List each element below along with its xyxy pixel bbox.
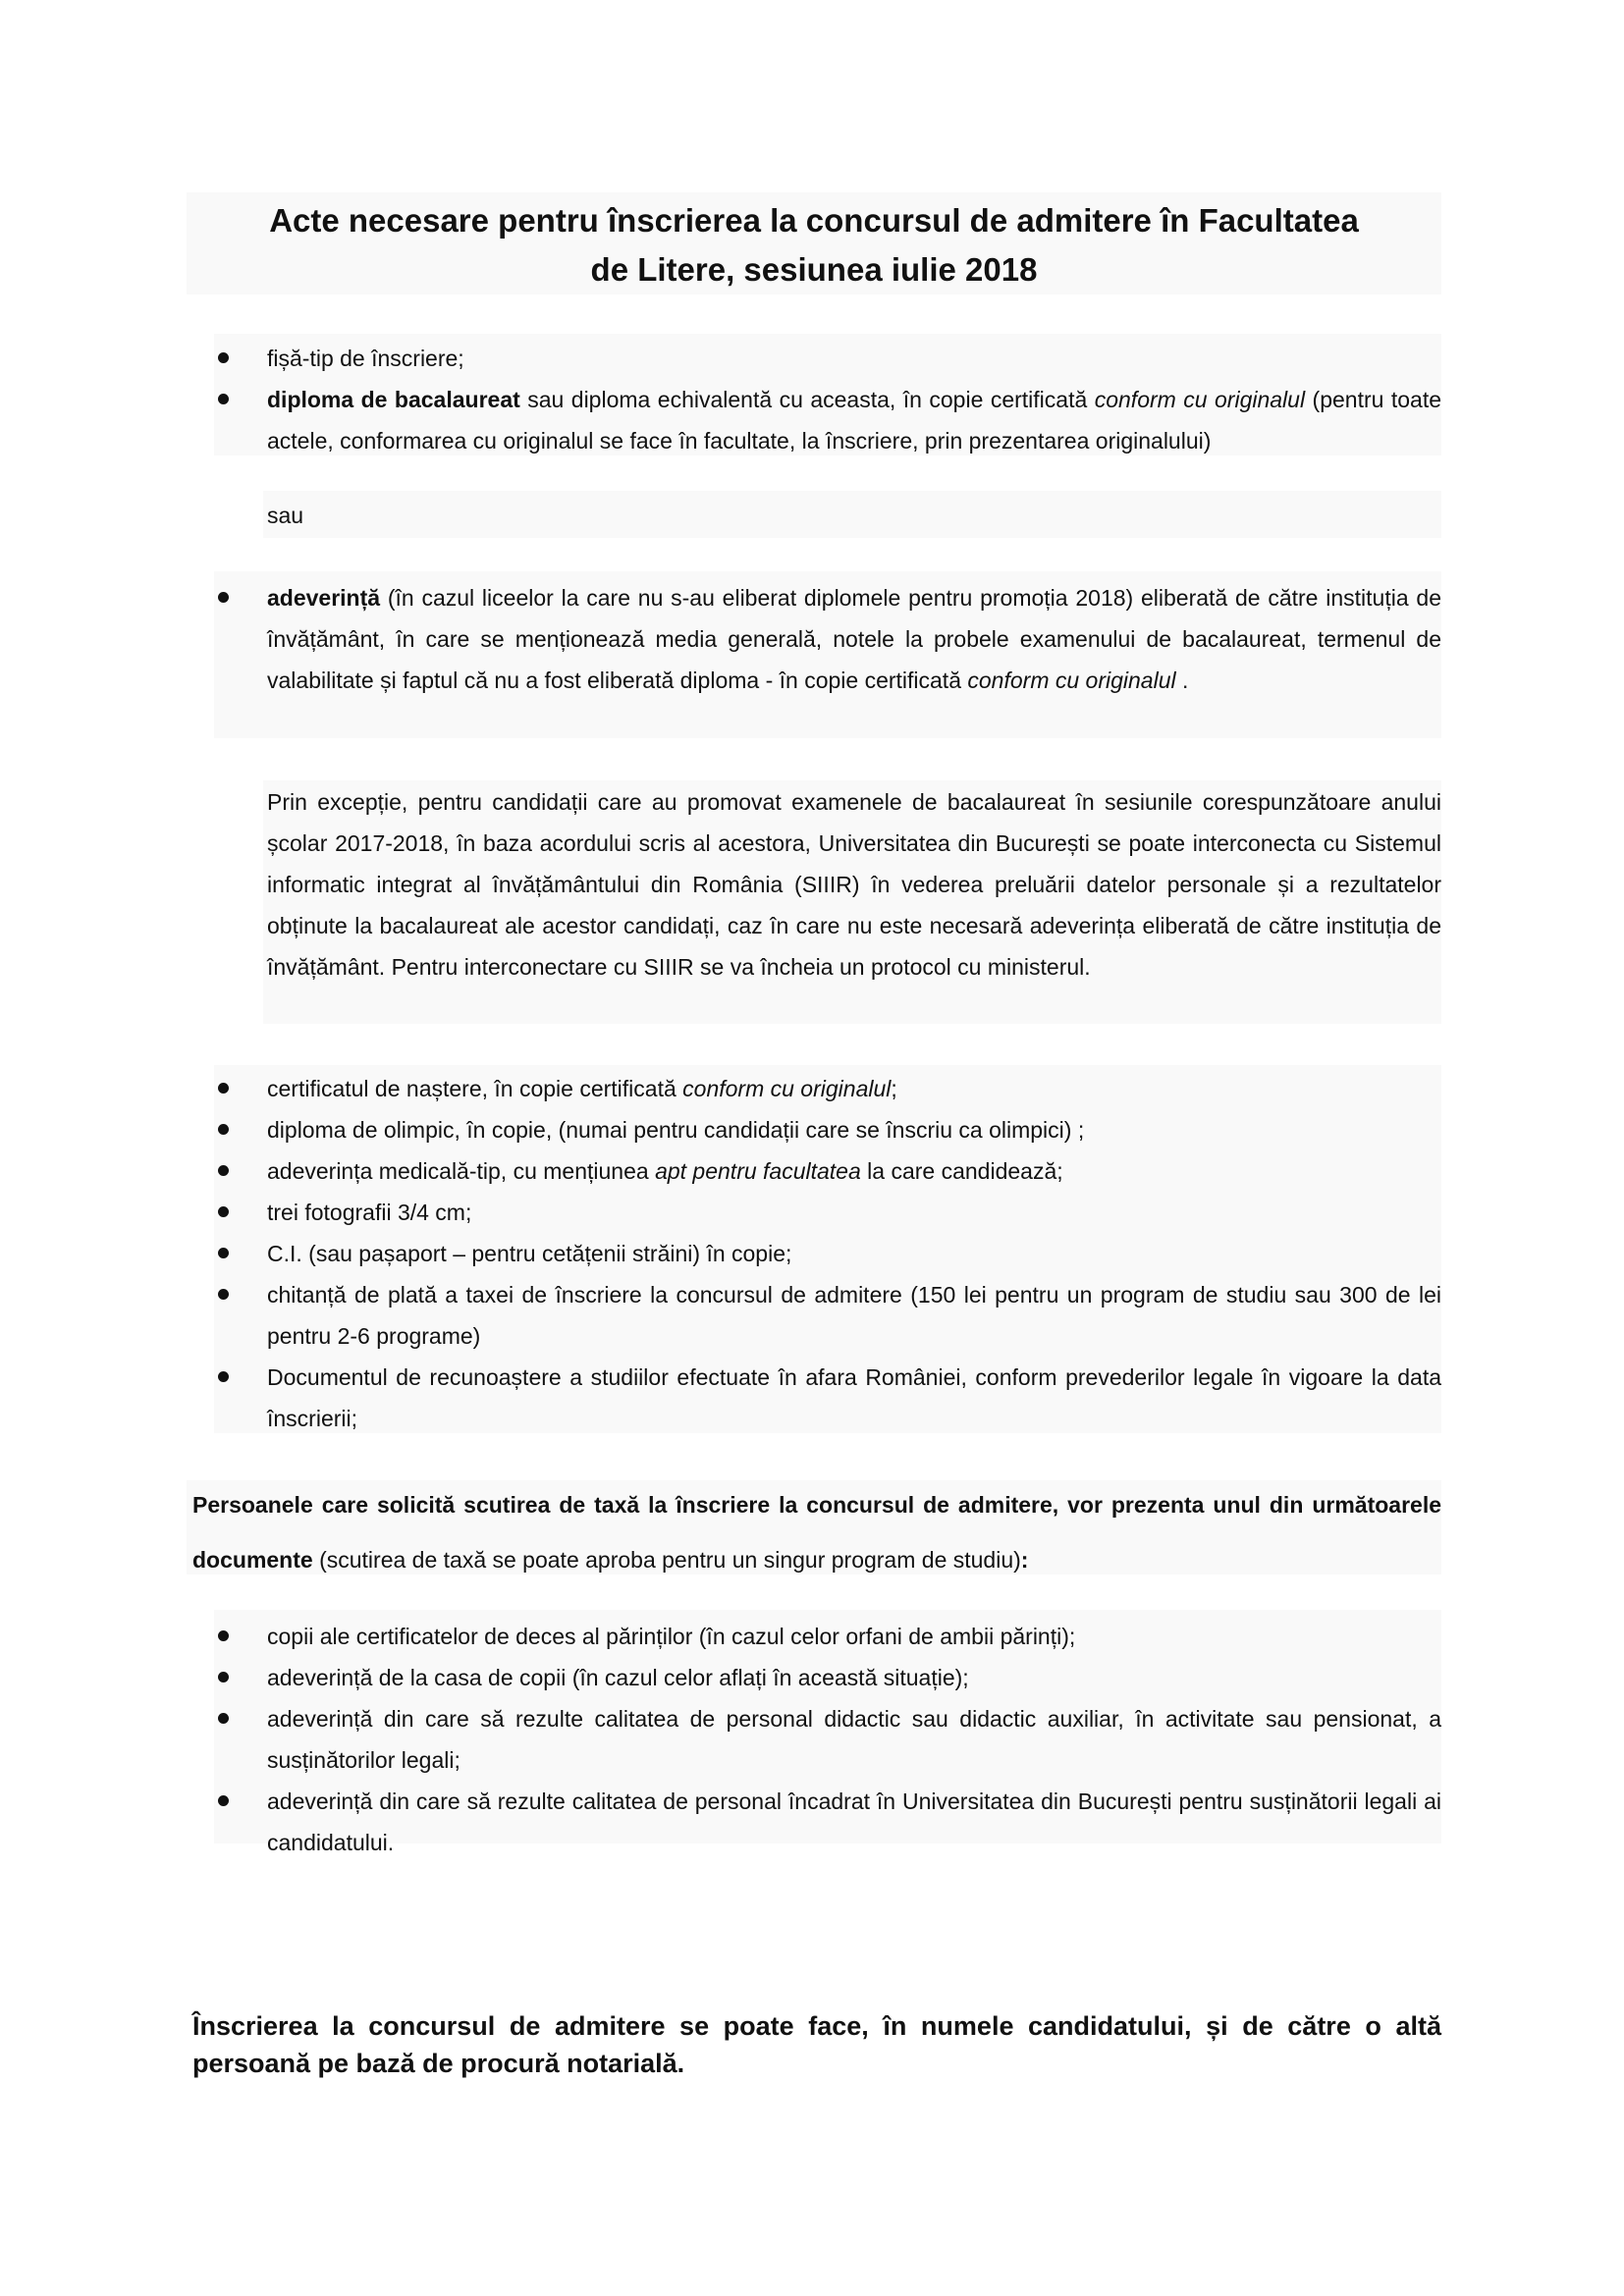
bullet-icon	[218, 1289, 229, 1300]
title-line-1: Acte necesare pentru înscrierea la concursul de admitere în Facultatea	[269, 202, 1359, 239]
title-line-2: de Litere, sesiunea iulie 2018	[590, 251, 1038, 288]
required-documents-list-3	[218, 1068, 1441, 1439]
bullet-icon	[218, 394, 229, 404]
required-documents-list-2	[218, 577, 1441, 701]
list-item: adeverință din care să rezulte calitatea de personal didactic sau didactic auxiliar, în activitate sau pensionat, a susținătorilor legali;	[218, 1698, 1441, 1781]
list-item: fișă-tip de înscriere;	[218, 338, 1441, 379]
bullet-icon	[218, 1124, 229, 1135]
bullet-icon	[218, 352, 229, 363]
list-item: diploma de olimpic, în copie, (numai pentru candidații care se înscriu ca olimpici) ;	[218, 1109, 1441, 1150]
list-item: C.I. (sau pașaport – pentru cetățenii străini) în copie;	[218, 1233, 1441, 1274]
exemption-heading: Persoanele care solicită scutirea de taxă la înscriere la concursul de admitere, vor prezenta unul din următoarele documente (scutirea de taxă se poate aproba pentru un singur program de studiu):	[192, 1492, 1441, 1573]
bullet-icon	[218, 1206, 229, 1217]
exception-paragraph: Prin excepție, pentru candidații care au promovat examenele de bacalaureat în sesiunile corespunzătoare anului școlar 2017-2018, în baza acordului scris al acestora, Universitatea din București se poate interconecta cu Sistemul informatic integrat al învățământului din România (SIIIR) în vederea preluării datelor personale și a rezultatelor obținute la bacalaureat ale acestor candidați, caz în care nu este necesară adeverința eliberată de către instituția de învățământ. Pentru interconectare cu SIIIR se va încheia un protocol cu ministerul.	[267, 789, 1441, 980]
list-item: trei fotografii 3/4 cm;	[218, 1192, 1441, 1233]
list-item: adeverință de la casa de copii (în cazul celor aflați în această situație);	[218, 1657, 1441, 1698]
list-item: adeverință din care să rezulte calitatea de personal încadrat în Universitatea din București pentru susținătorii legali ai candidatului.	[218, 1781, 1441, 1863]
list-item: diploma de bacalaureat sau diploma echivalentă cu aceasta, în copie certificată conform cu originalul (pentru toate actele, conformarea cu originalul se face în facultate, la înscriere, prin prezentarea originalului)	[218, 379, 1441, 461]
bullet-icon	[218, 1672, 229, 1682]
bullet-icon	[218, 1083, 229, 1094]
bullet-icon	[218, 592, 229, 603]
bullet-icon	[218, 1248, 229, 1258]
list-item: certificatul de naștere, în copie certificată conform cu originalul;	[218, 1068, 1441, 1109]
bullet-icon	[218, 1713, 229, 1724]
list-item: adeverință (în cazul liceelor la care nu s-au eliberat diplomele pentru promoția 2018) eliberată de către instituția de învățământ, în care se menționează media generală, notele la probele examenului de bacalaureat, termenul de valabilitate și faptul că nu a fost eliberată diploma - în copie certificată conform cu originalul .	[218, 577, 1441, 701]
required-documents-list-1	[218, 338, 1441, 461]
page-title	[187, 196, 1441, 294]
final-note: Înscrierea la concursul de admitere se poate face, în numele candidatului, și de către o altă persoană pe bază de procură notarială.	[192, 2011, 1441, 2078]
bullet-icon	[218, 1630, 229, 1641]
list-item: adeverința medicală-tip, cu mențiunea apt pentru facultatea la care candidează;	[218, 1150, 1441, 1192]
list-item: chitanță de plată a taxei de înscriere la concursul de admitere (150 lei pentru un program de studiu sau 300 de lei pentru 2-6 programe)	[218, 1274, 1441, 1357]
or-label: sau	[267, 503, 304, 528]
bullet-icon	[218, 1371, 229, 1382]
exemption-documents-list	[218, 1616, 1441, 1863]
list-item: copii ale certificatelor de deces al părinților (în cazul celor orfani de ambii părinți);	[218, 1616, 1441, 1657]
list-item: Documentul de recunoaștere a studiilor efectuate în afara României, conform prevederilor legale în vigoare la data înscrierii;	[218, 1357, 1441, 1439]
bullet-icon	[218, 1795, 229, 1806]
bullet-icon	[218, 1165, 229, 1176]
